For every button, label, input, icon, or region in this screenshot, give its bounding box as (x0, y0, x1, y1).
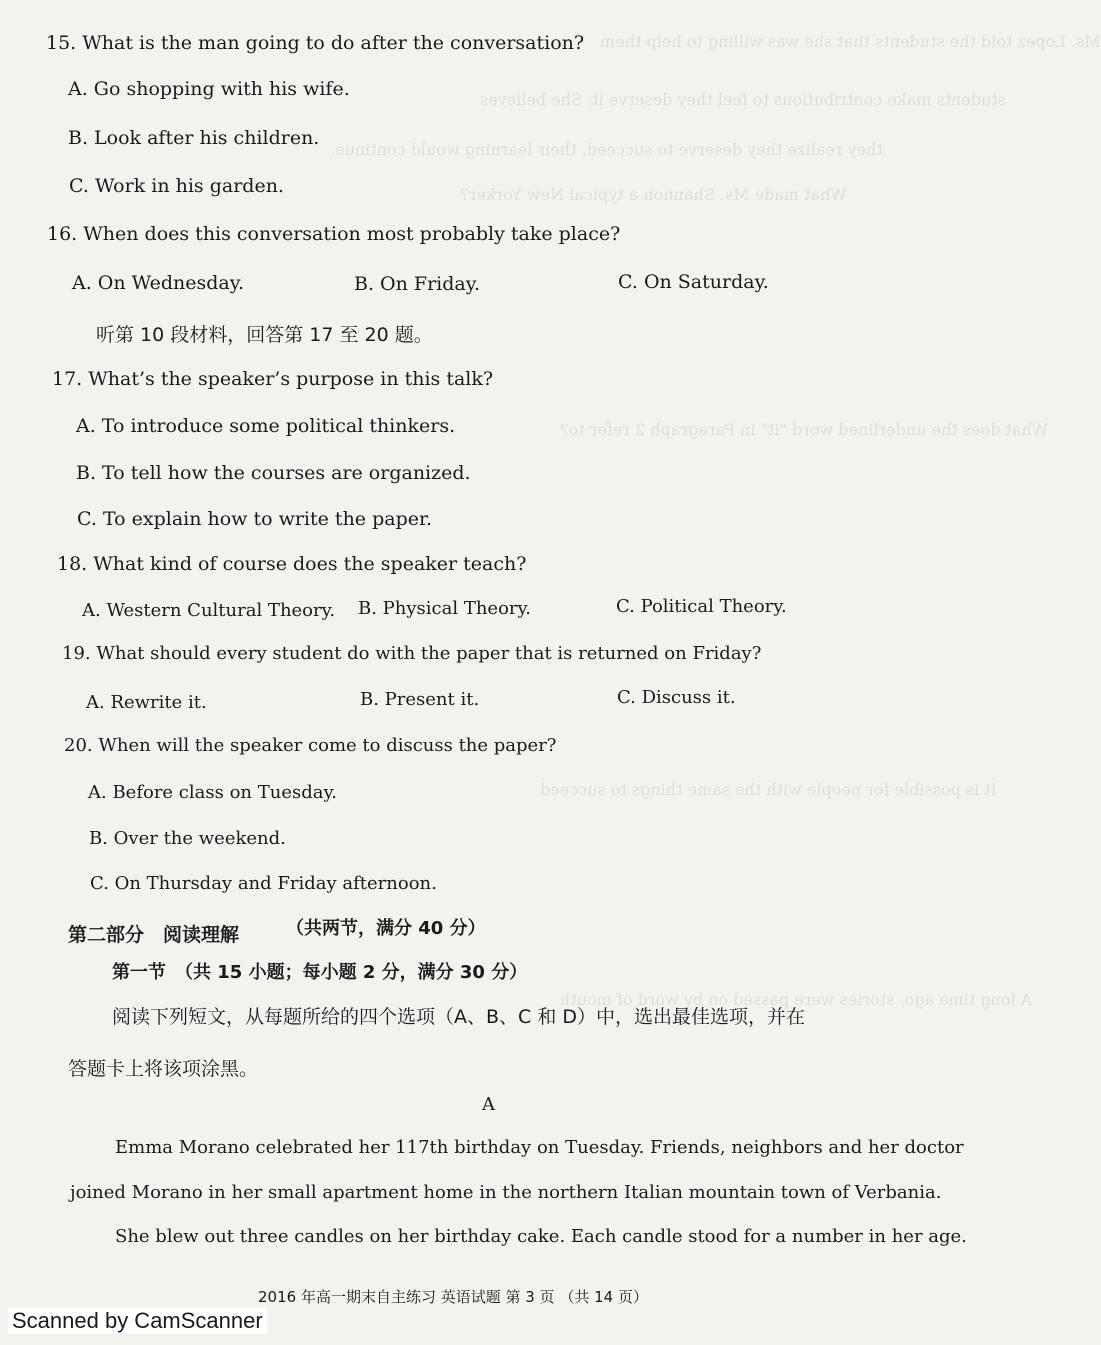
question-18-option-b: B. Physical Theory. (358, 598, 532, 619)
section1-heading: 第一节 （共 15 小题；每小题 2 分，满分 30 分） (112, 962, 528, 983)
question-16-stem: 16. When does this conversation most probably take place? (47, 223, 621, 245)
bleed-through-2: students make contributions to feel they deserve it. She believes (480, 90, 1006, 109)
question-16-option-a: A. On Wednesday. (72, 272, 245, 294)
question-20-option-b: B. Over the weekend. (89, 828, 286, 849)
bleed-through-6: It is possible for people with the same things to succeed (540, 780, 997, 799)
question-17-option-a: A. To introduce some political thinkers. (76, 415, 456, 437)
question-17-option-b: B. To tell how the courses are organized. (76, 462, 471, 484)
camscanner-watermark: Scanned by CamScanner (8, 1308, 267, 1334)
question-15-option-c: C. Work in his garden. (69, 175, 284, 197)
question-15-stem: 15. What is the man going to do after the conversation? (46, 32, 585, 54)
reading-directions-line1: 阅读下列短文，从每题所给的四个选项（A、B、C 和 D）中，选出最佳选项，并在 (112, 1006, 806, 1028)
question-18-option-c: C. Political Theory. (616, 596, 787, 617)
question-19-option-a: A. Rewrite it. (86, 692, 207, 713)
question-15-option-a: A. Go shopping with his wife. (68, 78, 350, 100)
bleed-through-4: What made Ms. Shannon a typical New Yorker? (460, 185, 847, 204)
passage-label: A (482, 1094, 495, 1115)
part2-title: 第二部分 阅读理解 (68, 924, 240, 946)
question-20-option-c: C. On Thursday and Friday afternoon. (90, 873, 437, 894)
question-19-option-b: B. Present it. (360, 689, 480, 710)
question-19-option-c: C. Discuss it. (617, 687, 736, 708)
question-18-option-a: A. Western Cultural Theory. (82, 600, 336, 621)
passage-paragraph1-line2: joined Morano in her small apartment home in the northern Italian mountain town of Verbania. (70, 1182, 942, 1203)
page-footer: 2016 年高一期末自主练习 英语试题 第 3 页 （共 14 页） (258, 1288, 648, 1306)
bleed-through-3: they realize they deserve to succeed, their learning would continue. (330, 140, 883, 159)
bleed-through-5: What does the underlined word "it" in Paragraph 2 refer to? (560, 420, 1049, 439)
question-17-option-c: C. To explain how to write the paper. (77, 508, 433, 530)
question-18-stem: 18. What kind of course does the speaker teach? (57, 553, 527, 575)
question-15-option-b: B. Look after his children. (68, 127, 320, 149)
listening-instruction: 听第 10 段材料，回答第 17 至 20 题。 (96, 324, 433, 346)
bleed-through-1: Ms. Lopez told the students that she was willing to help them (600, 32, 1101, 51)
passage-paragraph2-line1: She blew out three candles on her birthday cake. Each candle stood for a number in her age. (115, 1226, 967, 1247)
question-16-option-b: B. On Friday. (354, 273, 480, 295)
reading-directions-line2: 答题卡上将该项涂黑。 (68, 1058, 259, 1080)
part2-score: （共两节，满分 40 分） (286, 918, 486, 939)
question-19-stem: 19. What should every student do with the paper that is returned on Friday? (62, 643, 762, 664)
question-20-option-a: A. Before class on Tuesday. (88, 782, 337, 803)
question-20-stem: 20. When will the speaker come to discuss the paper? (64, 735, 557, 756)
question-17-stem: 17. What’s the speaker’s purpose in this talk? (52, 368, 494, 390)
bleed-through-7: A long time ago, stories were passed on by word of mouth (560, 990, 1033, 1009)
passage-paragraph1-line1: Emma Morano celebrated her 117th birthday on Tuesday. Friends, neighbors and her doctor (115, 1137, 964, 1158)
question-16-option-c: C. On Saturday. (618, 271, 769, 293)
